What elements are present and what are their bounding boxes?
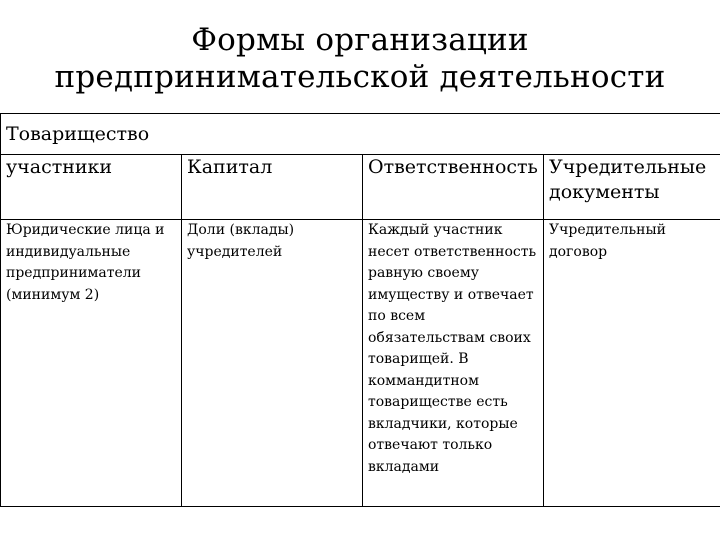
table-group-header-row — [1, 114, 720, 155]
slide-title — [0, 22, 720, 96]
cell-responsibility: Каждый участник несет ответственность равную своему имуществу и отвечает по всем обязательствам своих товарищей. В коммандитном товариществе есть вкладчики, которые отвечают только вкладами — [363, 220, 544, 507]
cell-capital: Доли (вклады) учредителей — [182, 220, 363, 507]
column-header-responsibility: Ответственность — [363, 155, 544, 220]
column-header-documents: Учредительные документы — [544, 155, 720, 220]
column-header-participants: участники — [1, 155, 182, 220]
slide-title-line-1: Формы организации — [191, 22, 529, 58]
slide-title-line-2: предпринимательской деятельности — [54, 59, 666, 95]
table-column-header-row — [1, 155, 720, 220]
group-header-cell: Товарищество — [1, 114, 720, 155]
partnership-table — [0, 113, 720, 507]
table-row — [1, 220, 720, 507]
cell-documents: Учредительный договор — [544, 220, 720, 507]
cell-participants: Юридические лица и индивидуальные предприниматели (минимум 2) — [1, 220, 182, 507]
column-header-capital: Капитал — [182, 155, 363, 220]
